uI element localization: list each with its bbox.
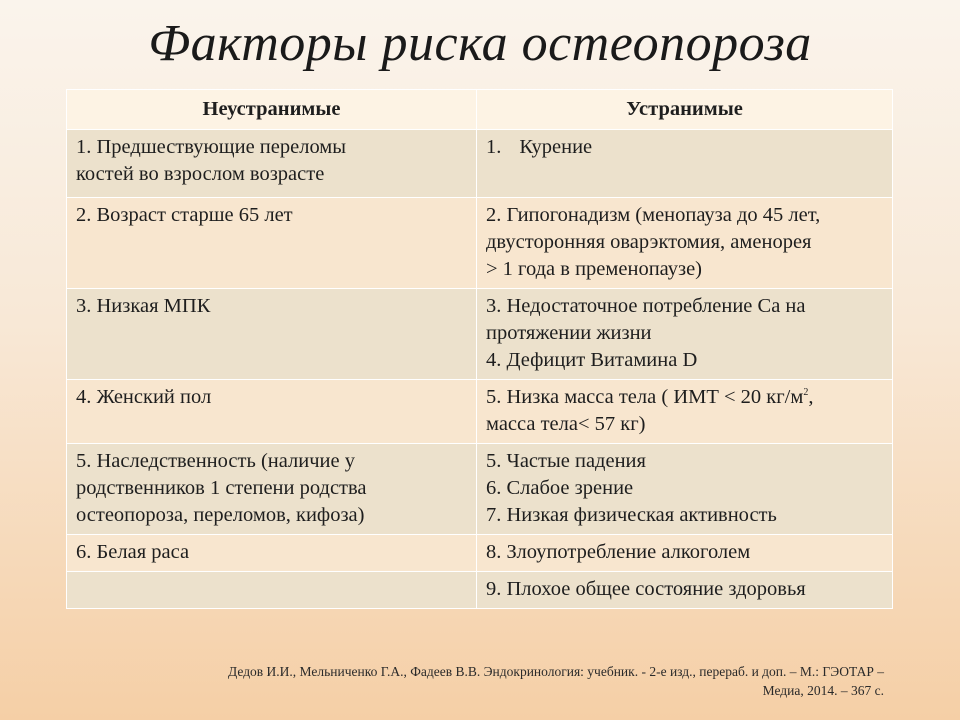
cell-line: масса тела< 57 кг) xyxy=(486,413,646,435)
cell-line: 5. Наследственность (наличие у xyxy=(76,450,355,472)
footnote-line: Дедов И.И., Мельниченко Г.А., Фадеев В.В. Эндокринология: учебник. - 2-е изд., перераб. и доп. – М.: ГЭОТАР – xyxy=(228,664,884,679)
table-row xyxy=(67,380,893,444)
modifiable-cell xyxy=(477,444,893,535)
cell-line: 4. Дефицит Витамина D xyxy=(486,349,698,371)
table-row xyxy=(67,572,893,609)
modifiable-cell xyxy=(477,380,893,444)
table-header-row xyxy=(67,90,893,130)
risk-factors-table xyxy=(66,89,893,609)
cell-line: протяжении жизни xyxy=(486,322,652,344)
non-modifiable-cell xyxy=(67,130,477,198)
table-row xyxy=(67,535,893,572)
non-modifiable-cell xyxy=(67,444,477,535)
table-row xyxy=(67,289,893,380)
footnote-line: Медиа, 2014. – 367 с. xyxy=(762,683,884,698)
cell-text: 5. Низка масса тела ( ИМТ < 20 кг/м xyxy=(486,386,804,408)
citation-footnote xyxy=(60,662,884,700)
cell-line xyxy=(486,384,883,411)
cell-line: 7. Низкая физическая активность xyxy=(486,504,777,526)
non-modifiable-cell xyxy=(67,289,477,380)
cell-line: 5. Частые падения xyxy=(486,450,646,472)
modifiable-cell xyxy=(477,130,893,198)
cell-line: 3. Недостаточное потребление Са на xyxy=(486,295,806,317)
modifiable-cell xyxy=(477,572,893,609)
cell-text: , xyxy=(808,386,814,408)
non-modifiable-cell xyxy=(67,572,477,609)
non-modifiable-cell xyxy=(67,198,477,289)
table-row xyxy=(67,444,893,535)
cell-line: 3. Низкая МПК xyxy=(76,295,211,317)
non-modifiable-cell xyxy=(67,535,477,572)
cell-line: остеопороза, переломов, кифоза) xyxy=(76,504,365,526)
cell-line: 2. Возраст старше 65 лет xyxy=(76,204,293,226)
non-modifiable-cell xyxy=(67,380,477,444)
cell-line xyxy=(486,134,883,161)
cell-line: 6. Белая раса xyxy=(76,541,190,563)
table-row xyxy=(67,198,893,289)
cell-line: двусторонняя оварэктомия, аменорея xyxy=(486,231,812,253)
cell-line: родственников 1 степени родства xyxy=(76,477,367,499)
cell-line: 9. Плохое общее состояние здоровья xyxy=(486,578,806,600)
modifiable-cell xyxy=(477,289,893,380)
header-modifiable: Устранимые xyxy=(477,90,893,130)
table-row xyxy=(67,130,893,198)
modifiable-cell xyxy=(477,198,893,289)
header-non-modifiable: Неустранимые xyxy=(67,90,477,130)
list-number: 1. xyxy=(486,136,502,158)
superscript: 2 xyxy=(803,387,809,399)
cell-line: 8. Злоупотребление алкоголем xyxy=(486,541,751,563)
cell-line: > 1 года в пременопаузе) xyxy=(486,258,702,280)
slide-title: Факторы риска остеопороза xyxy=(148,15,812,72)
cell-line: 2. Гипогонадизм (менопауза до 45 лет, xyxy=(486,204,821,226)
cell-line: костей во взрослом возрасте xyxy=(76,163,325,185)
modifiable-cell xyxy=(477,535,893,572)
cell-line: 1. Предшествующие переломы xyxy=(76,136,347,158)
cell-line: 6. Слабое зрение xyxy=(486,477,634,499)
cell-text: Курение xyxy=(519,136,593,158)
cell-line: 4. Женский пол xyxy=(76,386,212,408)
